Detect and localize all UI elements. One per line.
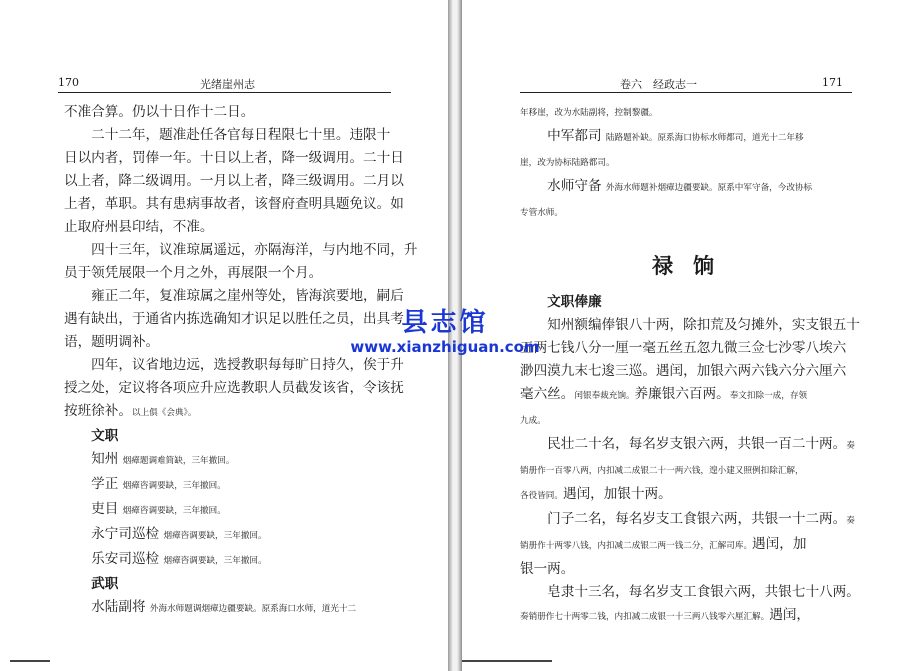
annotation-note: 销册作十两零八钱，内扣减二成银二两一钱二分，汇解司库。 [520,541,753,551]
left-header-rule [58,92,391,93]
text-line [64,285,417,308]
text-line [520,604,860,629]
annotation-note: 专管水师。 [520,208,563,218]
text-line [64,239,417,262]
annotation-note: 烟瘴咨调要缺，三年撤回。 [163,531,267,541]
right-page [462,0,910,671]
text-run: 银一两。 [520,561,575,577]
text-line [520,458,860,483]
book-gutter [448,0,462,671]
annotation-note: 烟瘴题调难简缺，三年撤回。 [122,456,235,466]
text-run: 乐安司巡检 [64,551,164,567]
text-line [64,331,417,354]
annotation-note: 各役皆同。 [520,491,563,501]
text-run: 语，题明调补。 [64,334,160,350]
text-line [520,200,812,225]
left-page [0,0,448,671]
annotation-note: 奉文扣除一成，存领 [729,391,808,401]
text-line [520,558,860,581]
text-run: 吏目 [64,501,123,517]
text-run: 按班徐补。 [64,403,132,419]
left-page-number: 170 [58,76,79,89]
watermark-title: 县志馆 [401,308,489,338]
text-line [520,383,860,408]
text-run: 二十二年，题准赴任各官每日程限七十里。违限十 [64,127,391,143]
text-run: 遇闰， [769,607,811,623]
text-line [64,573,417,596]
text-run: 学正 [64,476,123,492]
text-run: 以上者，降二级调用。一月以上者，降三级调用。二月以 [64,173,404,189]
text-run: 永宁司巡检 [64,526,164,542]
annotation-note: 外海水师题调烟瘴边疆要缺。原系海口水师，道光十二 [149,604,357,614]
text-line [64,147,417,170]
text-line [64,596,417,621]
text-run: 毫六丝。 [520,386,575,402]
text-line [520,433,860,458]
annotation-note: 销册作一百零八两，内扣减二成银二十一两六钱，遑小建又照例扣除汇解， [520,466,804,476]
text-line [520,508,860,533]
text-line [64,523,417,548]
text-line [64,498,417,523]
text-line [520,314,860,337]
text-run: 止取府州县印结，不准。 [64,219,214,235]
annotation-note: 奏销册作七十两零二钱，内扣减二成银一十三两八钱零六厘汇解。 [520,612,770,622]
text-line [520,408,860,433]
text-line [520,125,812,150]
text-run: 上者，革职。其有患病事故者，该督府查明具题免议。如 [64,196,404,212]
text-line [520,337,860,360]
text-line [64,377,417,400]
annotation-note: 年移崖，改为水陆副将，控制黎疆。 [520,108,658,118]
text-run: 门子二名，每名岁支工食银六两，共银一十二两。 [520,511,847,527]
text-line [64,262,417,285]
text-line [64,354,417,377]
scan-mark [462,660,552,662]
right-running-head: 卷六 经政志一 [620,78,697,91]
text-run: 授之处，定议将各项应升应选教职人员截发该省，令该抚 [64,380,404,396]
annotation-note: 闰银奉裁充饷。 [574,391,635,401]
text-run: 民壮二十名，每名岁支银六两，共银一百二十两。 [520,436,847,452]
right-page-number: 171 [822,76,843,89]
text-run: 员于领凭展限一个月之外，再展限一个月。 [64,265,323,281]
text-line [64,193,417,216]
text-run: 遇闰，加银十两。 [562,486,672,502]
section-heading: 武职 [64,576,119,592]
text-run: 四十三年，议准琼属遥远，亦隔海洋，与内地不同，升 [64,242,418,258]
annotation-note: 奏 [846,516,855,526]
text-run: 四年，议省地边远，选授教职每每旷日持久，俟于升 [64,357,404,373]
text-run: 雍正二年，复准琼属之崖州等处，皆海滨要地，嗣后 [64,288,404,304]
text-line [64,308,417,331]
annotation-note: 烟瘴咨调要缺，三年撤回。 [163,556,267,566]
text-run: 知州额编俸银八十两，除扣荒及匀摊外，实支银五十 [520,317,860,333]
annotation-note: 烟瘴咨调要缺，三年撤回。 [122,481,226,491]
text-run: 水师守备 [520,178,606,194]
text-line [64,400,417,425]
text-line [64,473,417,498]
annotation-note: 烟瘴咨调要缺，三年撤回。 [122,506,226,516]
text-line [520,291,860,314]
annotation-note: 陆路题补缺。原系海口协标水师都司，道光十二年移 [605,133,804,143]
right-header-rule [520,92,852,93]
right-page-body [520,291,860,629]
text-line [520,483,860,508]
section-heading: 文职俸廉 [520,294,602,310]
annotation-note: 九成。 [520,416,546,426]
text-run: 不准合算。仍以十日作十二日。 [64,104,255,120]
text-run: 五两七钱八分一厘一毫五丝五忽九微三佥七沙零八埃六 [520,340,847,356]
annotation-note: 外海水师题补烟瘴边疆要缺。原系中军守备，今改协标 [605,183,813,193]
section-heading: 文职 [64,428,119,444]
text-run: 养廉银六百两。 [634,386,730,402]
text-line [64,124,417,147]
annotation-note: 奏 [846,441,855,451]
annotation-note: 以上俱《会典》。 [131,408,197,418]
text-line [520,175,812,200]
text-line [520,581,860,604]
scan-mark [10,660,50,662]
text-line [64,425,417,448]
text-run: 中军都司 [520,128,606,144]
text-run: 知州 [64,451,123,467]
left-page-body [64,101,417,621]
text-run: 遇闰，加 [752,536,807,552]
text-line [520,100,812,125]
left-running-head: 光绪崖州志 [200,78,255,91]
text-line [64,548,417,573]
right-page-top-text [520,100,812,225]
annotation-note: 崖，改为协标陆路都司。 [520,158,615,168]
text-line [520,150,812,175]
text-line [64,170,417,193]
text-run: 遇有缺出，于通省内拣选确知才识足以胜任之员，出具考 [64,311,404,327]
text-line [64,101,417,124]
text-line [64,448,417,473]
text-line [64,216,417,239]
section-title: 禄饷 [652,253,734,278]
watermark-url: www.xianzhiguan.com [350,338,540,356]
text-run: 皂隶十三名，每名岁支工食银六两，共银七十八两。 [520,584,860,600]
text-run: 渺四漠九末七逡三巡。遇闰，加银六两六钱六分六厘六 [520,363,847,379]
text-run: 日以内者，罚俸一年。十日以上者，降一级调用。二十日 [64,150,404,166]
text-line [520,360,860,383]
text-line [520,533,860,558]
text-run: 水陆副将 [64,599,150,615]
